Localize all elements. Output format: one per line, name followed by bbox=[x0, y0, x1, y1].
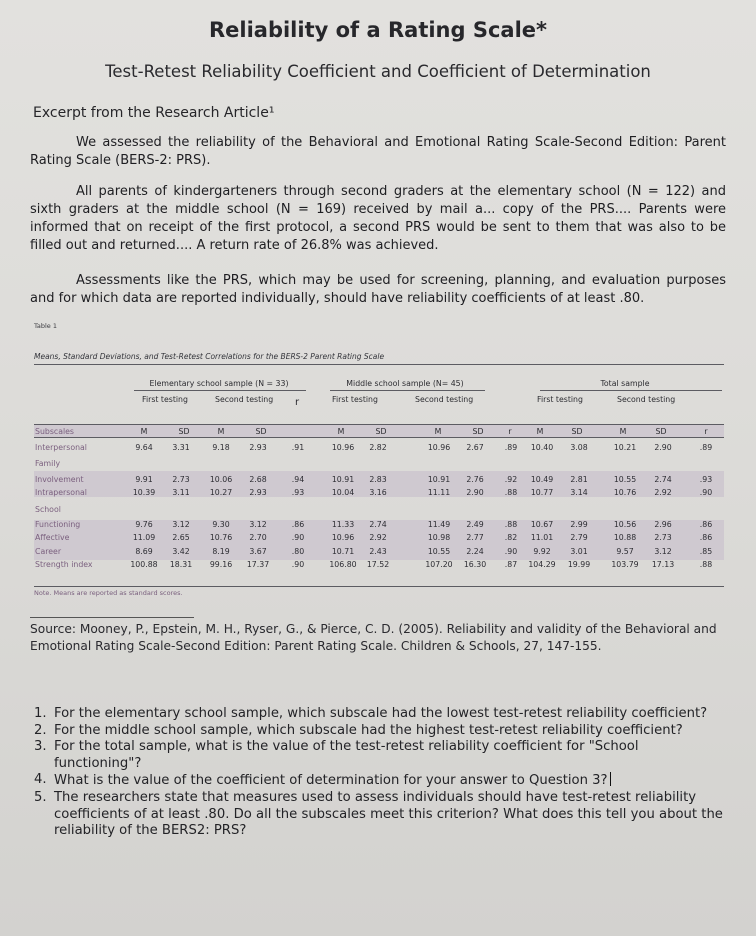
table-cell: 3.01 bbox=[570, 547, 588, 556]
table-cell: 3.31 bbox=[172, 443, 190, 452]
r-head: r bbox=[508, 427, 512, 436]
table-cell: 10.56 bbox=[613, 520, 637, 529]
table-cell: 10.76 bbox=[613, 488, 637, 497]
total-second-head: Second testing bbox=[617, 395, 676, 404]
table-cell: 2.92 bbox=[654, 488, 672, 497]
paragraph-1: We assessed the reliability of the Behavioral and Emotional Rating Scale-Second Edition: Parent Rating Scale (BERS-2: PRS). bbox=[30, 135, 726, 168]
table-cell: 10.88 bbox=[613, 533, 637, 542]
table-cell: .89 bbox=[699, 443, 713, 452]
text-cursor bbox=[610, 772, 611, 786]
table-cell: 2.81 bbox=[570, 475, 588, 484]
table-cell: 16.30 bbox=[463, 560, 487, 569]
table-cell: 3.11 bbox=[172, 488, 190, 497]
table-bottom-rule bbox=[34, 586, 724, 587]
table-cell: .92 bbox=[504, 475, 518, 484]
elem-first-head: First testing bbox=[142, 395, 188, 404]
table-cell: 3.42 bbox=[172, 547, 190, 556]
table-cell: 10.49 bbox=[530, 475, 554, 484]
table-cell: 8.69 bbox=[135, 547, 153, 556]
row-label: Strength index bbox=[35, 560, 93, 569]
table-cell: 2.79 bbox=[570, 533, 588, 542]
table-cell: 2.73 bbox=[172, 475, 190, 484]
m-head: M bbox=[217, 427, 225, 436]
table-cell: 2.92 bbox=[369, 533, 387, 542]
table-cell: 3.14 bbox=[570, 488, 588, 497]
table-cell: 10.40 bbox=[530, 443, 554, 452]
table-cell: .94 bbox=[291, 475, 305, 484]
table-cell: .90 bbox=[699, 488, 713, 497]
table-cell: .82 bbox=[504, 533, 518, 542]
table-cell: 10.27 bbox=[209, 488, 233, 497]
r-head: r bbox=[704, 427, 708, 436]
table-cell: .90 bbox=[291, 533, 305, 542]
mid-second-head: Second testing bbox=[415, 395, 474, 404]
table-cell: 9.18 bbox=[212, 443, 230, 452]
table-cell: 10.76 bbox=[209, 533, 233, 542]
row-label: Intrapersonal bbox=[35, 488, 87, 497]
table-cell: .88 bbox=[699, 560, 713, 569]
table-cell: .89 bbox=[504, 443, 518, 452]
table-cell: 3.12 bbox=[249, 520, 267, 529]
paragraph-2: All parents of kindergarteners through second graders at the elementary school (N = 122) and sixth graders at the middle school (N = 169) received by mail a... copy of the PRS.... Parents were informed that on receipt of the first protocol, a second PRS would be sent to them that was also to be filled out and returned.... A return rate of 26.8% was achieved. bbox=[30, 184, 726, 253]
rule-total bbox=[540, 390, 722, 391]
question-text: What is the value of the coefficient of determination for your answer to Question 3? bbox=[54, 773, 608, 789]
table-cell: 2.73 bbox=[654, 533, 672, 542]
table-cell: .91 bbox=[291, 443, 305, 452]
m-head: M bbox=[140, 427, 148, 436]
group-total: Total sample bbox=[600, 379, 650, 388]
m-head: M bbox=[434, 427, 442, 436]
table-cell: 10.39 bbox=[132, 488, 156, 497]
page-subtitle: Test-Retest Reliability Coefficient and Coefficient of Determination bbox=[105, 62, 651, 81]
sd-head: SD bbox=[255, 427, 267, 436]
table-cell: 2.93 bbox=[249, 443, 267, 452]
table-cell: 2.70 bbox=[249, 533, 267, 542]
table-cell: 3.67 bbox=[249, 547, 267, 556]
table-cell: 9.92 bbox=[533, 547, 551, 556]
table-cell: 11.49 bbox=[427, 520, 451, 529]
table-cell: .80 bbox=[291, 547, 305, 556]
table-cell: 99.16 bbox=[209, 560, 233, 569]
table-title: Means, Standard Deviations, and Test-Retest Correlations for the BERS-2 Parent Rating Scale bbox=[34, 352, 385, 361]
table-cell: 18.31 bbox=[169, 560, 193, 569]
table-cell: 2.77 bbox=[466, 533, 484, 542]
table-cell: 2.74 bbox=[369, 520, 387, 529]
question-number: 2. bbox=[34, 722, 47, 738]
table-cell: .86 bbox=[699, 520, 713, 529]
table-cell: 9.91 bbox=[135, 475, 153, 484]
elem-r-head: r bbox=[294, 397, 300, 408]
m-head: M bbox=[536, 427, 544, 436]
table-cell: 106.80 bbox=[329, 560, 357, 569]
table-cell: 2.93 bbox=[249, 488, 267, 497]
table-cell: 10.98 bbox=[427, 533, 451, 542]
row-label: Family bbox=[35, 459, 61, 468]
table-cell: 9.76 bbox=[135, 520, 153, 529]
question-text: For the total sample, what is the value of the test-retest reliability coefficient for "School functioning"? bbox=[54, 739, 639, 771]
table-cell: .90 bbox=[291, 560, 305, 569]
sd-head: SD bbox=[472, 427, 484, 436]
rule-middle bbox=[330, 390, 485, 391]
table-cell: .87 bbox=[504, 560, 518, 569]
table-cell: 3.16 bbox=[369, 488, 387, 497]
table-cell: 11.11 bbox=[427, 488, 451, 497]
question-item bbox=[34, 772, 726, 790]
table-cell: 2.90 bbox=[466, 488, 484, 497]
table-cell: 10.55 bbox=[613, 475, 637, 484]
section-heading: Excerpt from the Research Article¹ bbox=[33, 105, 275, 121]
source-rule bbox=[30, 617, 194, 618]
table-cell: 9.30 bbox=[212, 520, 230, 529]
table-cell: 10.96 bbox=[427, 443, 451, 452]
table-cell: 10.77 bbox=[530, 488, 554, 497]
row-label: Affective bbox=[35, 533, 70, 542]
table-cell: 9.64 bbox=[135, 443, 153, 452]
table-cell: 2.99 bbox=[570, 520, 588, 529]
table-cell: .88 bbox=[504, 520, 518, 529]
table-cell: 10.71 bbox=[331, 547, 355, 556]
question-text: For the middle school sample, which subscale had the highest test-retest reliability coefficient? bbox=[54, 722, 683, 738]
sd-head: SD bbox=[655, 427, 667, 436]
table-cell: 3.12 bbox=[172, 520, 190, 529]
table-cell: .88 bbox=[504, 488, 518, 497]
question-list bbox=[34, 706, 726, 840]
table-cell: 10.04 bbox=[331, 488, 355, 497]
question-text: For the elementary school sample, which subscale had the lowest test-retest reliability coefficient? bbox=[54, 706, 708, 721]
table-cell: .90 bbox=[504, 547, 518, 556]
table-cell: 103.79 bbox=[611, 560, 639, 569]
table-cell: .86 bbox=[291, 520, 305, 529]
table-cell: 2.43 bbox=[369, 547, 387, 556]
question-item bbox=[34, 706, 726, 723]
table-cell: 10.96 bbox=[331, 533, 355, 542]
row-label: Interpersonal bbox=[35, 443, 87, 452]
elem-second-head: Second testing bbox=[215, 395, 274, 404]
table-cell: 10.21 bbox=[613, 443, 637, 452]
table-cell: 11.01 bbox=[530, 533, 554, 542]
question-text: The researchers state that measures used to assess individuals should have test-retest reliability coefficients of at least .80. Do all the subscales meet this criterion? What does this tell you about the reliability of the BERS2: PRS? bbox=[54, 789, 723, 839]
table-cell: .86 bbox=[699, 533, 713, 542]
table-cell: 2.96 bbox=[654, 520, 672, 529]
sd-head: SD bbox=[375, 427, 387, 436]
table-cell: 2.65 bbox=[172, 533, 190, 542]
table-cell: 2.49 bbox=[466, 520, 484, 529]
table-cell: .85 bbox=[699, 547, 713, 556]
table-cell: 3.12 bbox=[654, 547, 672, 556]
table-cell: 10.91 bbox=[427, 475, 451, 484]
subscales-label: Subscales bbox=[35, 427, 74, 436]
table-cell: 3.08 bbox=[570, 443, 588, 452]
table-cell: 10.67 bbox=[530, 520, 554, 529]
table-cell: 10.06 bbox=[209, 475, 233, 484]
m-head: M bbox=[337, 427, 345, 436]
table-caption: Table 1 bbox=[34, 322, 58, 330]
table-cell: 107.20 bbox=[425, 560, 453, 569]
sd-head: SD bbox=[178, 427, 190, 436]
table-cell: 100.88 bbox=[130, 560, 158, 569]
table-cell: 2.68 bbox=[249, 475, 267, 484]
table-cell: 9.57 bbox=[616, 547, 634, 556]
table-cell: 17.37 bbox=[246, 560, 270, 569]
table-cell: 17.13 bbox=[651, 560, 675, 569]
table-cell: 10.55 bbox=[427, 547, 451, 556]
question-number: 5. bbox=[34, 789, 47, 805]
table-cell: 2.76 bbox=[466, 475, 484, 484]
table-top-rule bbox=[34, 364, 724, 365]
paragraph-3: Assessments like the PRS, which may be used for screening, planning, and evaluation purposes and for which data are reported individually, should have reliability coefficients of at least .80. bbox=[30, 273, 726, 306]
table-cell: 2.24 bbox=[466, 547, 484, 556]
row-label: Functioning bbox=[35, 520, 81, 529]
table-cell: 2.74 bbox=[654, 475, 672, 484]
sd-head: SD bbox=[571, 427, 583, 436]
table-cell: 2.67 bbox=[466, 443, 484, 452]
table-cell: 2.83 bbox=[369, 475, 387, 484]
question-item bbox=[34, 723, 726, 740]
question-item bbox=[34, 790, 726, 840]
question-item bbox=[34, 739, 726, 772]
group-middle: Middle school sample (N= 45) bbox=[346, 379, 464, 388]
question-number: 4. bbox=[34, 772, 47, 788]
table-cell: 104.29 bbox=[528, 560, 556, 569]
table-cell: 2.90 bbox=[654, 443, 672, 452]
question-number: 1. bbox=[34, 706, 47, 721]
table-cell: 2.82 bbox=[369, 443, 387, 452]
row-label: School bbox=[35, 505, 61, 514]
rule-elementary bbox=[134, 390, 306, 391]
question-number: 3. bbox=[34, 739, 47, 755]
mid-first-head: First testing bbox=[332, 395, 378, 404]
page-title: Reliability of a Rating Scale* bbox=[208, 18, 548, 42]
table-cell: .93 bbox=[699, 475, 713, 484]
table-cell: .93 bbox=[291, 488, 305, 497]
table-cell: 19.99 bbox=[567, 560, 591, 569]
table-cell: 17.52 bbox=[366, 560, 390, 569]
table-cell: 11.09 bbox=[132, 533, 156, 542]
table-note: Note. Means are reported as standard scores. bbox=[34, 589, 183, 597]
row-label: Involvement bbox=[35, 475, 84, 484]
subheader-rule-bottom bbox=[34, 437, 724, 438]
table-cell: 8.19 bbox=[212, 547, 230, 556]
table-cell: 11.33 bbox=[331, 520, 355, 529]
source-citation: Source: Mooney, P., Epstein, M. H., Ryser, G., & Pierce, C. D. (2005). Reliability and validity of the Behavioral and Emotional Rating Scale-Second Edition: Parent Rating Scale. Children & Schools, 27, 147-155. bbox=[30, 622, 717, 653]
group-elementary: Elementary school sample (N = 33) bbox=[149, 379, 289, 388]
m-head: M bbox=[619, 427, 627, 436]
table-cell: 10.91 bbox=[331, 475, 355, 484]
row-label: Career bbox=[35, 547, 62, 556]
table-cell: 10.96 bbox=[331, 443, 355, 452]
total-first-head: First testing bbox=[537, 395, 583, 404]
